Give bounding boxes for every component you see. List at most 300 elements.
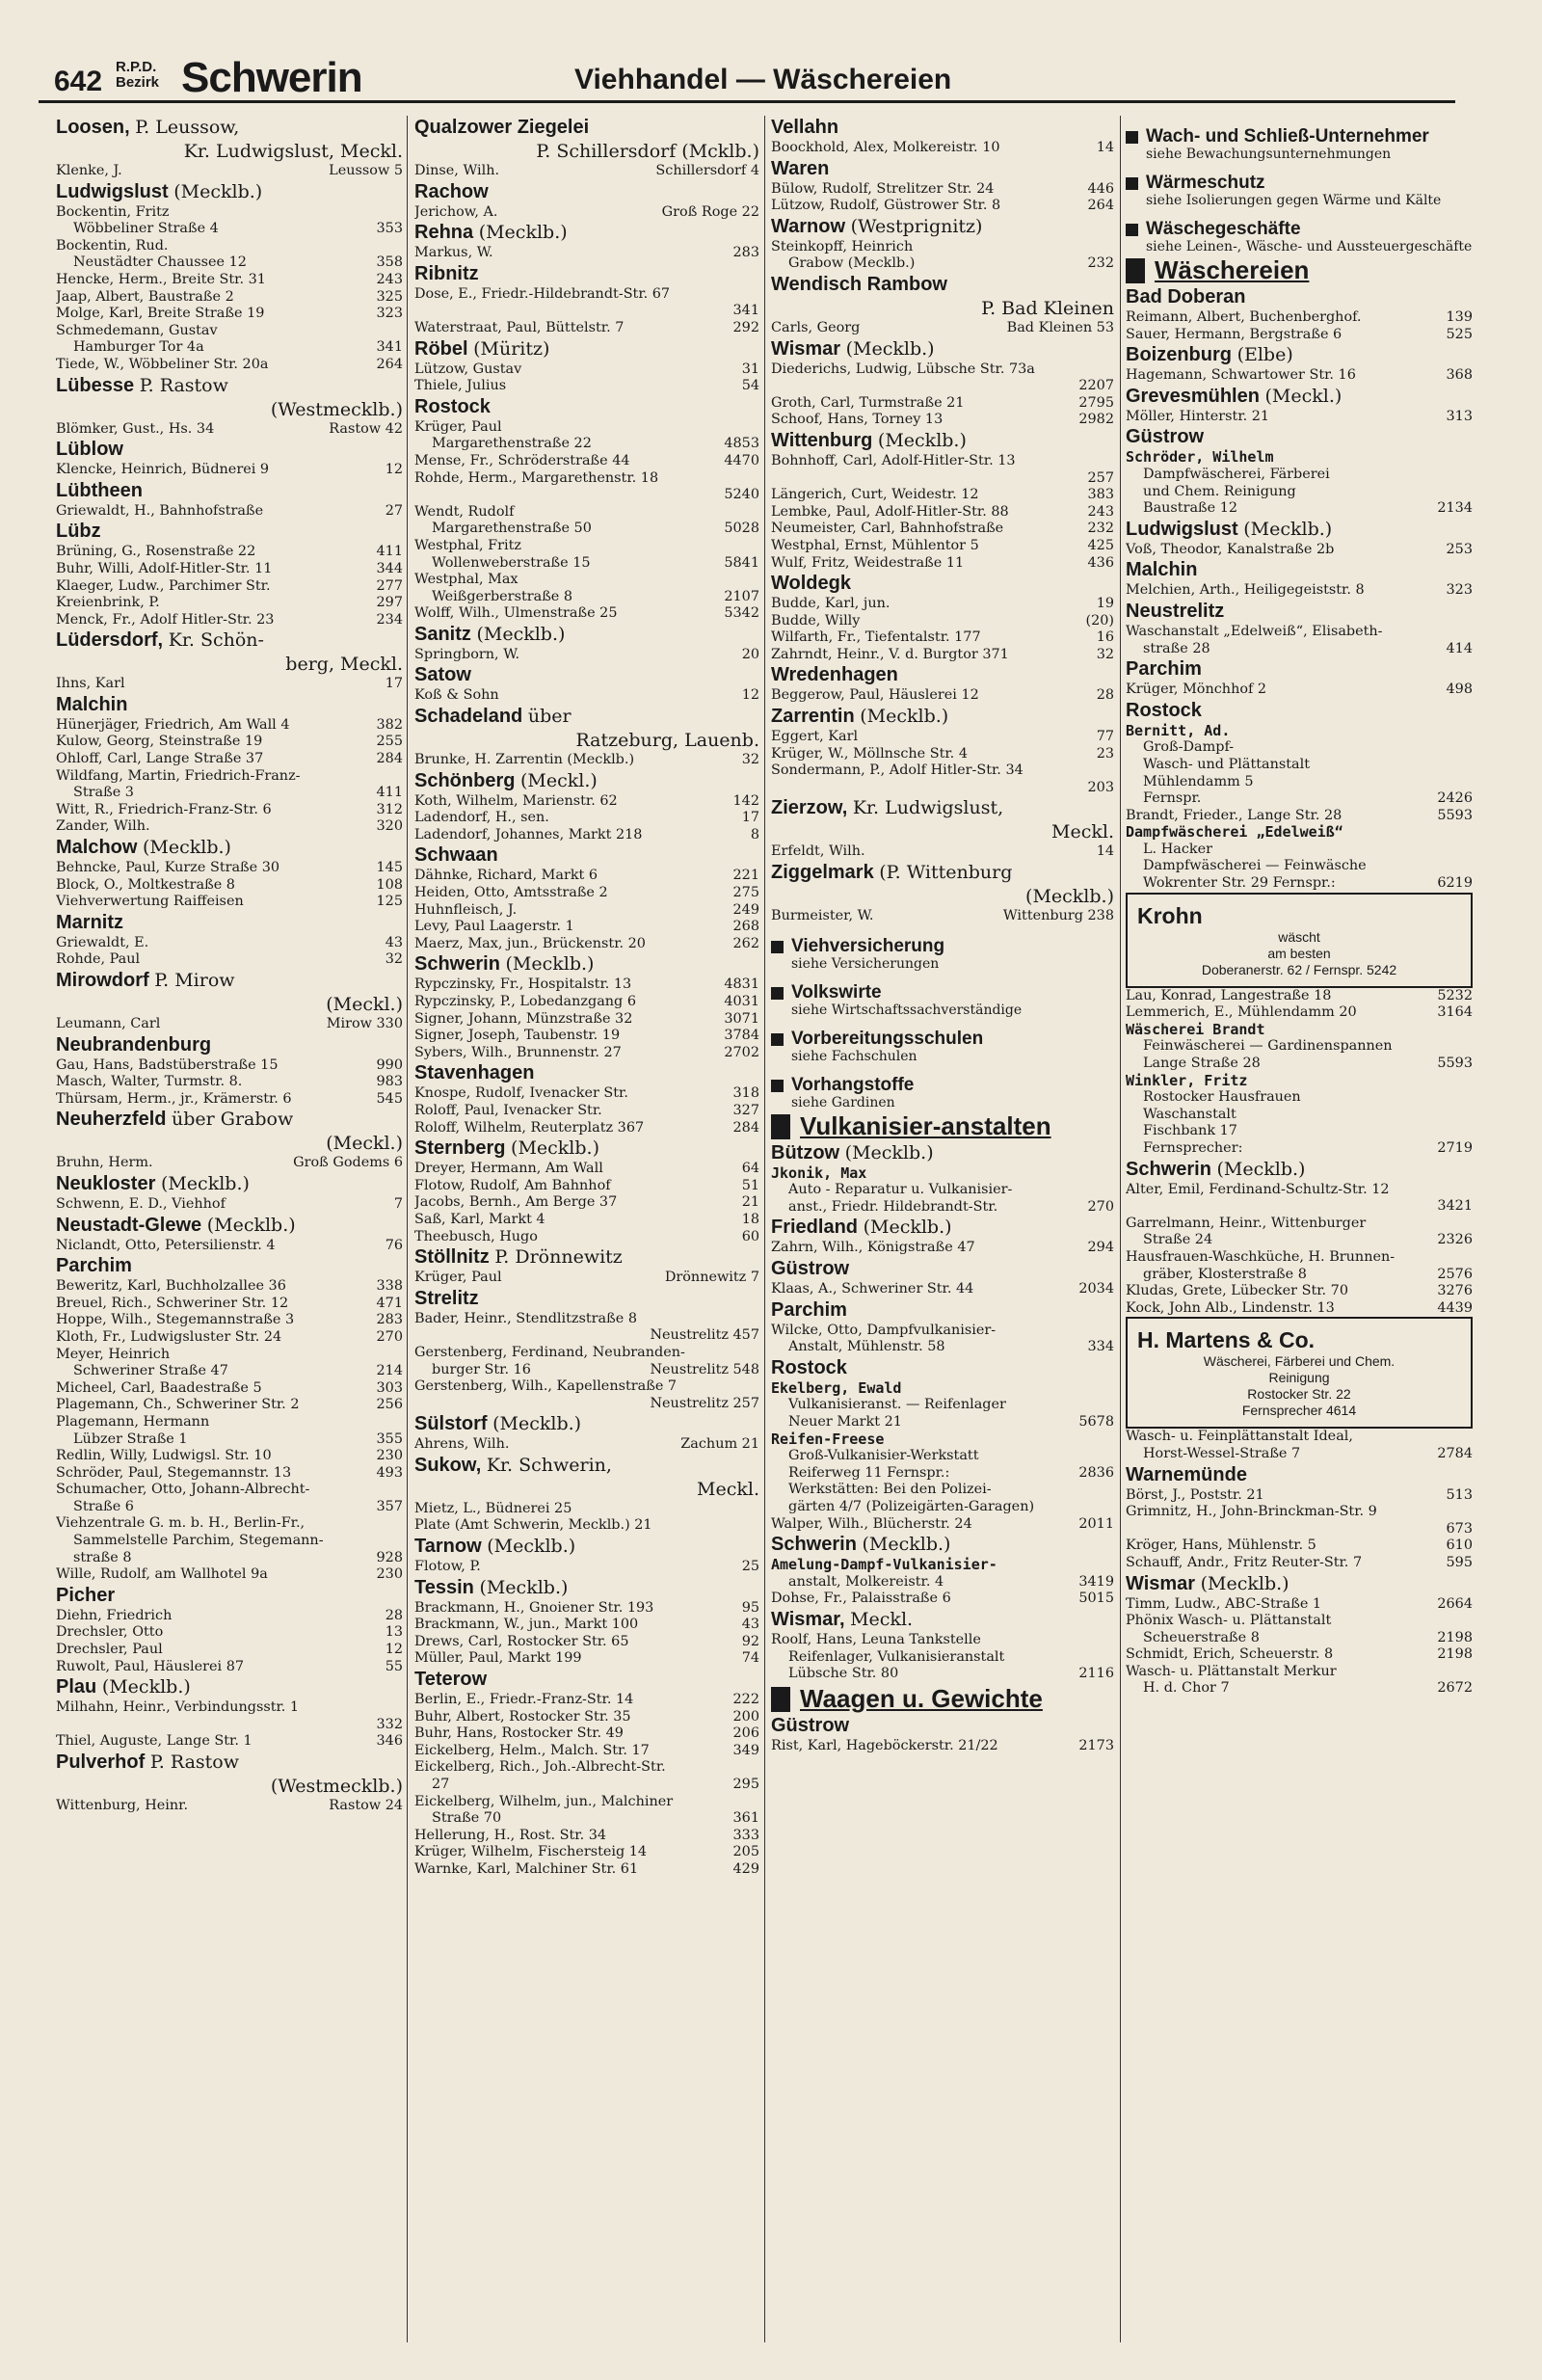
entry-text: Roloff, Paul, Ivenacker Str. <box>414 1102 602 1118</box>
entry-number: 232 <box>1087 521 1114 537</box>
entry-text: Reimann, Albert, Buchenberghof. <box>1126 309 1362 325</box>
town-heading <box>56 1751 403 1775</box>
entry-number: 411 <box>376 544 403 560</box>
entry-text: Wilcke, Otto, Dampfvulkanisier- <box>771 1322 997 1338</box>
town-heading <box>771 1533 1114 1557</box>
directory-entry <box>414 320 759 337</box>
directory-entry <box>1126 1283 1473 1300</box>
entry-number: 12 <box>385 462 403 478</box>
entry-number: 43 <box>385 934 403 950</box>
entry-number <box>397 1699 403 1717</box>
firm-name: Winkler, Fritz <box>1126 1071 1248 1089</box>
entry-text: Beggerow, Paul, Häuslerei 12 <box>771 687 979 704</box>
entry-number: 31 <box>741 361 759 377</box>
directory-entry <box>56 1278 403 1296</box>
town-heading <box>1126 600 1473 624</box>
entry-text: Kulow, Georg, Steinstraße 19 <box>56 734 263 750</box>
entry-number: 203 <box>1087 779 1114 795</box>
category-heading <box>771 1030 1114 1049</box>
entry-number <box>1467 1038 1473 1056</box>
town-name: Pulverhof <box>56 1752 146 1773</box>
entry-text: Bohnhoff, Carl, Adolf-Hitler-Str. 13 <box>771 452 1016 468</box>
directory-entry <box>1126 808 1473 825</box>
firm-name: Amelung-Dampf-Vulkanisier- <box>771 1556 997 1574</box>
entry-text: Scheuerstraße 8 <box>1143 1629 1260 1645</box>
entry-number: 16 <box>1096 629 1114 646</box>
directory-entry <box>56 612 403 629</box>
entry-text: Gau, Hans, Badstüberstraße 15 <box>56 1056 279 1073</box>
directory-entry <box>414 1270 759 1287</box>
entry-text: Hoppe, Wilh., Stegemannstraße 3 <box>56 1312 295 1328</box>
entry-text: Schmedemann, Gustav <box>56 322 218 338</box>
entry-text: Baustraße 12 <box>1143 500 1238 517</box>
entry-number: Wittenburg 238 <box>1002 908 1114 924</box>
entry-text: Ohloff, Carl, Lange Straße 37 <box>56 751 264 767</box>
town-heading <box>771 116 1114 140</box>
entry-continuation <box>771 1666 1114 1683</box>
town-place: (Mecklb.) <box>505 953 595 976</box>
directory-entry <box>1126 682 1473 699</box>
town-place: (Mecklb.) <box>476 623 566 645</box>
directory-entry <box>414 1161 759 1178</box>
town-name: Parchim <box>771 1298 847 1321</box>
entry-text: Lützow, Gustav <box>414 361 522 377</box>
entry-number: 142 <box>732 792 759 809</box>
town-place: (Meckl.) <box>520 769 598 791</box>
entry-number: 2795 <box>1078 394 1114 411</box>
entry-number: 18 <box>741 1211 759 1227</box>
town-heading <box>414 395 759 419</box>
entry-text: Klencke, Heinrich, Büdnerei 9 <box>56 462 270 478</box>
entry-text: Reiferweg 11 Fernspr.: <box>788 1464 950 1481</box>
town-place: (Elbe) <box>1236 344 1293 366</box>
page-number: 642 <box>54 66 103 97</box>
entry-number <box>397 323 403 340</box>
entry-number: 205 <box>732 1844 759 1860</box>
entry-text: Boockhold, Alex, Molkereistr. 10 <box>771 140 1000 155</box>
entry-number <box>1467 1216 1473 1233</box>
entry-number <box>1467 467 1473 484</box>
header-rule <box>39 100 1455 103</box>
category-bullet-icon <box>771 1687 790 1712</box>
entry-text: Mühlendamm 5 <box>1143 773 1254 789</box>
town-name: Malchow <box>56 837 138 859</box>
town-name: Schadeland <box>414 706 523 728</box>
entry-number: Neustrelitz 257 <box>650 1395 759 1411</box>
directory-entry <box>771 629 1114 647</box>
directory-entry <box>56 1329 403 1347</box>
entry-text: Burmeister, W. <box>771 908 874 924</box>
entry-text: Lau, Konrad, Langestraße 18 <box>1126 987 1332 1003</box>
directory-entry <box>771 361 1114 379</box>
entry-number: Groß Godems 6 <box>293 1155 403 1171</box>
entry-text: Wulf, Fritz, Weidestraße 11 <box>771 554 965 571</box>
directory-entry <box>414 1229 759 1246</box>
directory-entry <box>771 596 1114 613</box>
entry-text: Bockentin, Rud. <box>56 237 169 254</box>
entry-number: 13 <box>385 1624 403 1641</box>
directory-entry <box>771 1281 1114 1298</box>
entry-number: 21 <box>741 1194 759 1211</box>
ad-line: Fernsprecher 4614 <box>1241 1403 1357 1419</box>
entry-number <box>1467 1664 1473 1681</box>
directory-entry <box>414 1743 759 1760</box>
category-block <box>771 1076 1114 1110</box>
town-place: (Mecklb.) <box>487 1536 576 1558</box>
entry-text: Krüger, W., Möllnsche Str. 4 <box>771 745 968 762</box>
directory-entry <box>414 647 759 664</box>
town-heading <box>414 262 759 286</box>
entry-number <box>754 538 759 555</box>
entry-number: 368 <box>1446 367 1473 384</box>
entry-text: Zahrn, Wilh., Königstraße 47 <box>771 1240 975 1256</box>
entry-text: Rohde, Herm., Margarethenstr. 18 <box>414 469 659 486</box>
entry-text: Ihns, Karl <box>56 676 125 692</box>
entry-number: 446 <box>1087 180 1114 197</box>
entry-continuation <box>1126 875 1473 893</box>
town-name: Loosen, <box>56 117 130 138</box>
entry-number: (20) <box>1085 612 1114 628</box>
directory-entry <box>414 538 759 555</box>
entry-text: Dreyer, Hermann, Am Wall <box>414 1161 603 1177</box>
entry-text: Drews, Carl, Rostocker Str. 65 <box>414 1633 629 1649</box>
entry-number: 327 <box>732 1102 759 1118</box>
town-place: (Müritz) <box>473 337 550 360</box>
town-place: (P. Wittenburg <box>879 862 1013 884</box>
directory-entry <box>414 1600 759 1618</box>
entry-text: Werkstätten: Bei den Polizei- <box>788 1482 992 1498</box>
directory-entry <box>414 1725 759 1743</box>
entry-number: 3419 <box>1078 1573 1114 1590</box>
entry-text: Blömker, Gust., Hs. 34 <box>56 420 215 437</box>
entry-continuation <box>1126 500 1473 518</box>
entry-continuation <box>56 785 403 802</box>
entry-text: Kröger, Hans, Mühlenstr. 5 <box>1126 1538 1316 1554</box>
directory-entry <box>414 1194 759 1212</box>
directory-entry <box>771 453 1114 470</box>
entry-text: Wollenweberstraße 15 <box>432 554 591 571</box>
town-name: Stöllnitz <box>414 1246 490 1269</box>
town-place: (Mecklb.) <box>860 706 949 728</box>
entry-continuation <box>1126 1038 1473 1056</box>
entry-text: Carls, Georg <box>771 319 861 335</box>
entry-text: Erfeldt, Wilh. <box>771 843 865 860</box>
town-name: Vellahn <box>771 117 839 138</box>
directory-entry <box>56 1717 403 1734</box>
entry-number <box>754 1794 759 1811</box>
entry-text: Drechsler, Otto <box>56 1624 164 1641</box>
town-heading <box>414 180 759 204</box>
town-name: Stavenhagen <box>414 1062 535 1084</box>
town-heading <box>56 1214 403 1238</box>
entry-text: Koß & Sohn <box>414 687 499 704</box>
directory-entry <box>56 323 403 340</box>
directory-entry <box>1126 1555 1473 1572</box>
entry-text: gräber, Klosterstraße 8 <box>1143 1266 1307 1282</box>
town-name: Woldegk <box>771 573 851 595</box>
entry-number: 2107 <box>724 588 759 604</box>
entry-number: 145 <box>376 860 403 876</box>
entry-text: Diehn, Friedrich <box>56 1607 173 1623</box>
town-place: P. Leussow, <box>135 117 240 138</box>
category-bullet-icon <box>771 1033 784 1046</box>
town-heading <box>771 705 1114 729</box>
directory-entry <box>414 1212 759 1229</box>
entry-text: L. Hacker <box>1143 841 1213 857</box>
entry-number <box>754 572 759 589</box>
town-heading <box>1126 657 1473 682</box>
town-subheading: P. Schillersdorf (Mcklb.) <box>536 141 759 162</box>
entry-number: 283 <box>376 1312 403 1328</box>
category-reference: siehe Versicherungen <box>791 955 940 972</box>
entry-number: 2326 <box>1437 1232 1473 1248</box>
entry-number: 928 <box>376 1549 403 1565</box>
column-1 <box>56 116 403 2362</box>
entry-text: Sondermann, P., Adolf Hitler-Str. 34 <box>771 762 1024 779</box>
town-heading <box>1126 285 1473 309</box>
entry-text: Brandt, Frieder., Lange Str. 28 <box>1126 807 1343 823</box>
ad-line: Doberanerstr. 62 / Fernspr. 5242 <box>1201 961 1397 977</box>
entry-number: 5678 <box>1078 1413 1114 1430</box>
entry-text: Grabow (Mecklb.) <box>788 255 916 272</box>
entry-text: Thürsam, Herm., jr., Krämerstr. 6 <box>56 1090 292 1107</box>
entry-text: Bader, Heinr., Stendlitzstraße 8 <box>414 1310 637 1326</box>
entry-number: 64 <box>741 1161 759 1177</box>
entry-number: 595 <box>1446 1554 1473 1570</box>
entry-text: Beweritz, Karl, Buchholzallee 36 <box>56 1278 286 1295</box>
entry-number: 54 <box>741 378 759 394</box>
entry-number: 2719 <box>1437 1140 1473 1156</box>
entry-number: 257 <box>1087 469 1114 486</box>
directory-entry <box>414 163 759 180</box>
town-heading <box>56 969 403 993</box>
directory-entry <box>414 378 759 395</box>
directory-entry <box>414 902 759 920</box>
town-name: Qualzower Ziegelei <box>414 117 590 138</box>
directory-entry <box>414 1311 759 1328</box>
entry-text: Brüning, G., Rosenstraße 22 <box>56 544 256 560</box>
directory-entry <box>414 1617 759 1634</box>
entry-number <box>1467 757 1473 774</box>
entry-text: Müller, Paul, Markt 199 <box>414 1650 582 1667</box>
entry-text: Waschanstalt „Edelweiß“, Elisabeth- <box>1126 623 1383 639</box>
city-title: Schwerin <box>181 54 362 101</box>
category-heading <box>1126 127 1473 147</box>
entry-text: Börst, J., Poststr. 21 <box>1126 1486 1264 1503</box>
directory-entry <box>56 238 403 255</box>
entry-number: 55 <box>385 1658 403 1674</box>
directory-entry <box>771 729 1114 746</box>
town-place: P. Rastow <box>149 1752 239 1773</box>
entry-number: 3164 <box>1437 1004 1473 1021</box>
entry-text: Weißgerberstraße 8 <box>432 588 573 604</box>
entry-text: Micheel, Carl, Baadestraße 5 <box>56 1379 262 1396</box>
entry-text: straße 8 <box>73 1549 132 1565</box>
town-heading <box>414 1454 759 1478</box>
column-2 <box>414 116 759 2362</box>
entry-text: Plagemann, Hermann <box>56 1413 210 1430</box>
entry-number: 5028 <box>724 521 759 537</box>
town-heading <box>771 861 1114 885</box>
directory-entry <box>56 768 403 786</box>
entry-text: Neuer Markt 21 <box>788 1413 902 1430</box>
entry-number: 312 <box>376 801 403 817</box>
directory-entry <box>771 412 1114 429</box>
town-name: Neustrelitz <box>1126 600 1225 622</box>
entry-number: 19 <box>1096 596 1114 612</box>
town-name: Rehna <box>414 222 474 244</box>
ad-line: Rostocker Str. 22 <box>1247 1386 1351 1403</box>
category-block <box>1126 220 1473 254</box>
entry-number: 294 <box>1087 1240 1114 1256</box>
directory-entry <box>1126 409 1473 426</box>
town-name: Schwaan <box>414 844 498 867</box>
entry-text: Markus, W. <box>414 245 493 261</box>
entry-number: 4031 <box>724 994 759 1009</box>
entry-number <box>397 1533 403 1550</box>
town-name: Tarnow <box>414 1536 482 1558</box>
entry-text: Fernspr. <box>1143 790 1202 807</box>
entry-text: Eggert, Karl <box>771 729 859 745</box>
entry-text: anst., Friedr. Hildebrandt-Str. <box>788 1198 998 1215</box>
directory-entry <box>56 561 403 578</box>
entry-number: 323 <box>1446 582 1473 599</box>
entry-continuation <box>56 339 403 357</box>
entry-number: 2576 <box>1437 1266 1473 1282</box>
directory-entry <box>56 421 403 439</box>
entry-text: Straße 70 <box>432 1810 502 1827</box>
entry-number: 262 <box>732 935 759 951</box>
town-heading <box>414 1668 759 1692</box>
entry-number <box>1108 1323 1114 1340</box>
directory-entry <box>414 1045 759 1062</box>
entry-number: 200 <box>732 1708 759 1725</box>
entry-text: Lemmerich, E., Mühlendamm 20 <box>1126 1004 1357 1021</box>
entry-text: Wilfarth, Fr., Tiefentalstr. 177 <box>771 629 981 646</box>
directory-entry <box>56 462 403 479</box>
entry-text: Sauer, Hermann, Bergstraße 6 <box>1126 326 1343 342</box>
entry-number: 2702 <box>724 1044 759 1060</box>
entry-number: 17 <box>385 676 403 692</box>
town-name: Schönberg <box>414 769 516 791</box>
directory-entry <box>56 1397 403 1414</box>
town-name: Schwerin <box>414 953 500 976</box>
directory-entry <box>414 361 759 379</box>
entry-number: 5593 <box>1437 807 1473 823</box>
category-reference: siehe Fachschulen <box>791 1048 917 1064</box>
directory-entry <box>414 1345 759 1362</box>
town-heading <box>414 663 759 687</box>
entry-text: Menck, Fr., Adolf Hitler-Str. 23 <box>56 611 275 628</box>
entry-text: Reifenlager, Vulkanisieranstalt <box>788 1648 1005 1665</box>
entry-text: Schwenn, E. D., Viehhof <box>56 1195 226 1212</box>
directory-entry <box>56 1196 403 1214</box>
directory-entry <box>56 734 403 751</box>
entry-number: 5232 <box>1437 987 1473 1003</box>
entry-text: Voß, Theodor, Kanalstraße 2b <box>1126 541 1335 557</box>
main-category-title: Wäschereien <box>1155 255 1310 284</box>
entry-number: 344 <box>376 560 403 576</box>
directory-entry <box>56 306 403 323</box>
town-subheading: Meckl. <box>697 1478 759 1500</box>
entry-text: Eickelberg, Wilhelm, jun., Malchiner <box>414 1793 674 1809</box>
directory-entry <box>414 419 759 437</box>
entry-number: 361 <box>732 1810 759 1827</box>
directory-entry <box>414 868 759 885</box>
entry-continuation <box>771 1499 1114 1516</box>
entry-text: Rypczinsky, P., Lobedanzgang 6 <box>414 994 636 1009</box>
entry-text: Krüger, Wilhelm, Fischersteig 14 <box>414 1844 648 1860</box>
entry-number: 341 <box>732 303 759 319</box>
entry-text: Krüger, Paul <box>414 418 502 435</box>
directory-entry <box>414 1178 759 1195</box>
directory-entry <box>771 780 1114 797</box>
directory-entry <box>56 951 403 969</box>
directory-entry <box>414 1501 759 1518</box>
entry-number: 139 <box>1446 309 1473 325</box>
town-name: Friedland <box>771 1217 859 1239</box>
entry-text: Fernsprecher: <box>1143 1140 1243 1156</box>
directory-entry <box>414 572 759 589</box>
directory-entry <box>1126 1182 1473 1199</box>
entry-number: 222 <box>732 1692 759 1708</box>
directory-entry <box>56 1608 403 1625</box>
entry-number: 411 <box>376 785 403 801</box>
town-heading <box>771 1141 1114 1165</box>
town-heading <box>771 1714 1114 1738</box>
directory-entry <box>56 503 403 521</box>
entry-number: 545 <box>376 1090 403 1107</box>
entry-text: Dampfwäscherei — Feinwäsche <box>1143 858 1367 874</box>
category-bullet-icon <box>1126 258 1145 283</box>
entry-number: 253 <box>1446 541 1473 557</box>
entry-text: Krüger, Mönchhof 2 <box>1126 682 1267 698</box>
directory-entry <box>771 1323 1114 1340</box>
town-name: Picher <box>56 1584 116 1606</box>
category-bullet-icon <box>771 941 784 953</box>
entry-number: 429 <box>732 1860 759 1877</box>
entry-text: Wokrenter Str. 29 Fernspr.: <box>1143 875 1336 892</box>
town-place: (Mecklb.) <box>1243 518 1333 540</box>
entry-number: 283 <box>732 245 759 261</box>
entry-text: Wasch- u. Plättanstalt Merkur <box>1126 1663 1337 1679</box>
entry-number: 230 <box>376 1448 403 1464</box>
town-heading <box>771 1298 1114 1323</box>
directory-entry <box>56 1659 403 1676</box>
directory-entry <box>771 908 1114 925</box>
entry-number: 320 <box>376 818 403 835</box>
entry-number <box>1467 858 1473 875</box>
town-name: Zierzow, <box>771 797 848 819</box>
entry-text: Vulkanisieranst. — Reifenlager <box>788 1397 1006 1413</box>
entry-number: 471 <box>376 1295 403 1311</box>
entry-number: 77 <box>1096 729 1114 745</box>
entry-number: Bad Kleinen 53 <box>1006 319 1114 335</box>
entry-text: Hagemann, Schwartower Str. 16 <box>1126 367 1356 384</box>
town-heading <box>56 438 403 462</box>
entry-number <box>1467 1613 1473 1630</box>
entry-text: Lübzer Straße 1 <box>73 1431 188 1447</box>
directory-entry <box>56 877 403 895</box>
category-heading <box>1126 174 1473 193</box>
town-heading <box>414 843 759 868</box>
town-heading <box>1126 1463 1473 1487</box>
directory-entry <box>414 1103 759 1120</box>
directory-entry <box>771 320 1114 337</box>
town-heading <box>56 374 403 398</box>
entry-text: Knospe, Rudolf, Ivenacker Str. <box>414 1085 628 1102</box>
entry-number: 3784 <box>724 1028 759 1044</box>
